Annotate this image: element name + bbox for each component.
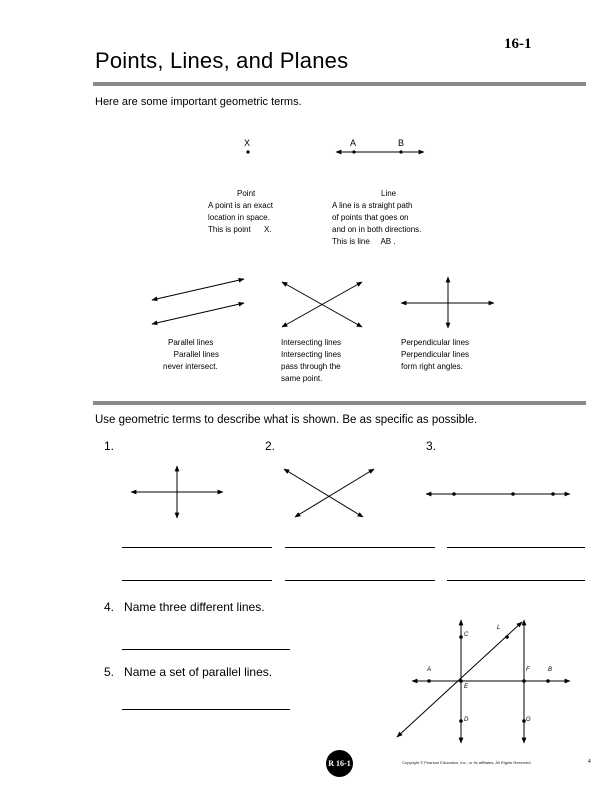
- line-def-line-4: This is line AB .: [332, 237, 396, 246]
- fig-label-e: E: [464, 684, 469, 690]
- question-4-text: Name three different lines.: [124, 600, 265, 614]
- question-5-number: 5.: [104, 665, 115, 679]
- perpendicular-def-line-1: Perpendicular lines: [401, 350, 470, 359]
- page-title: Points, Lines, and Planes: [95, 48, 349, 73]
- point-f: [522, 679, 526, 683]
- item-1-number: 1.: [104, 439, 115, 453]
- fig-label-g: G: [526, 717, 531, 723]
- fig-label-a: A: [427, 667, 432, 673]
- fig-label-f: F: [526, 667, 530, 673]
- intersecting-def-line-3: same point.: [281, 374, 323, 383]
- line-def-line-2: of points that goes on: [332, 213, 409, 222]
- footer-copyright: Copyright © Pearson Education, Inc., or its affiliates. All Rights Reserved.: [402, 760, 532, 765]
- point-e: [459, 679, 463, 683]
- perpendicular-heading: Perpendicular lines: [401, 338, 470, 347]
- item-2-number: 2.: [265, 439, 276, 453]
- point-def-line-1: A point is an exact: [208, 201, 273, 210]
- point-heading: Point: [237, 189, 256, 198]
- point-d: [459, 719, 463, 723]
- point-c: [459, 635, 463, 639]
- point-x-label: X: [244, 138, 251, 148]
- section2-instruction: Use geometric terms to describe what is shown. Be as specific as possible.: [95, 414, 478, 426]
- line-heading: Line: [381, 189, 397, 198]
- line-def-line-1: A line is a straight path: [332, 201, 413, 210]
- point-a: [427, 679, 431, 683]
- point-def-line-2: location in space.: [208, 213, 270, 222]
- parallel-heading: Parallel lines: [168, 338, 214, 347]
- point-b: [546, 679, 550, 683]
- question-4-number: 4.: [104, 600, 115, 614]
- point-def-line-3: This is point X.: [208, 225, 272, 234]
- line-def-line-3: and on in both directions.: [332, 225, 422, 234]
- fig-label-l: L: [497, 625, 501, 631]
- intersecting-def-line-1: Intersecting lines: [281, 350, 342, 359]
- intro-text: Here are some important geometric terms.: [95, 96, 302, 108]
- line-el-diagonal: [397, 622, 522, 737]
- perpendicular-def-line-2: form right angles.: [401, 362, 463, 371]
- fig-label-b: B: [548, 667, 553, 673]
- footer-badge: R 16‐1: [326, 750, 353, 777]
- point-a-label: A: [350, 138, 357, 148]
- question-5-text: Name a set of parallel lines.: [124, 665, 273, 679]
- point-l: [505, 635, 509, 639]
- item-3-number: 3.: [426, 439, 437, 453]
- point-b-label: B: [398, 138, 405, 148]
- fig-label-d: D: [464, 717, 469, 723]
- parallel-def-line-2: never intersect.: [163, 362, 218, 371]
- footer-page-number: 4: [588, 759, 591, 765]
- worksheet-number: 16-1: [504, 36, 532, 52]
- fig-label-c: C: [464, 632, 469, 638]
- parallel-def-line-1: Parallel lines: [173, 350, 219, 359]
- intersecting-def-line-2: pass through the: [281, 362, 341, 371]
- intersecting-heading: Intersecting lines: [281, 338, 342, 347]
